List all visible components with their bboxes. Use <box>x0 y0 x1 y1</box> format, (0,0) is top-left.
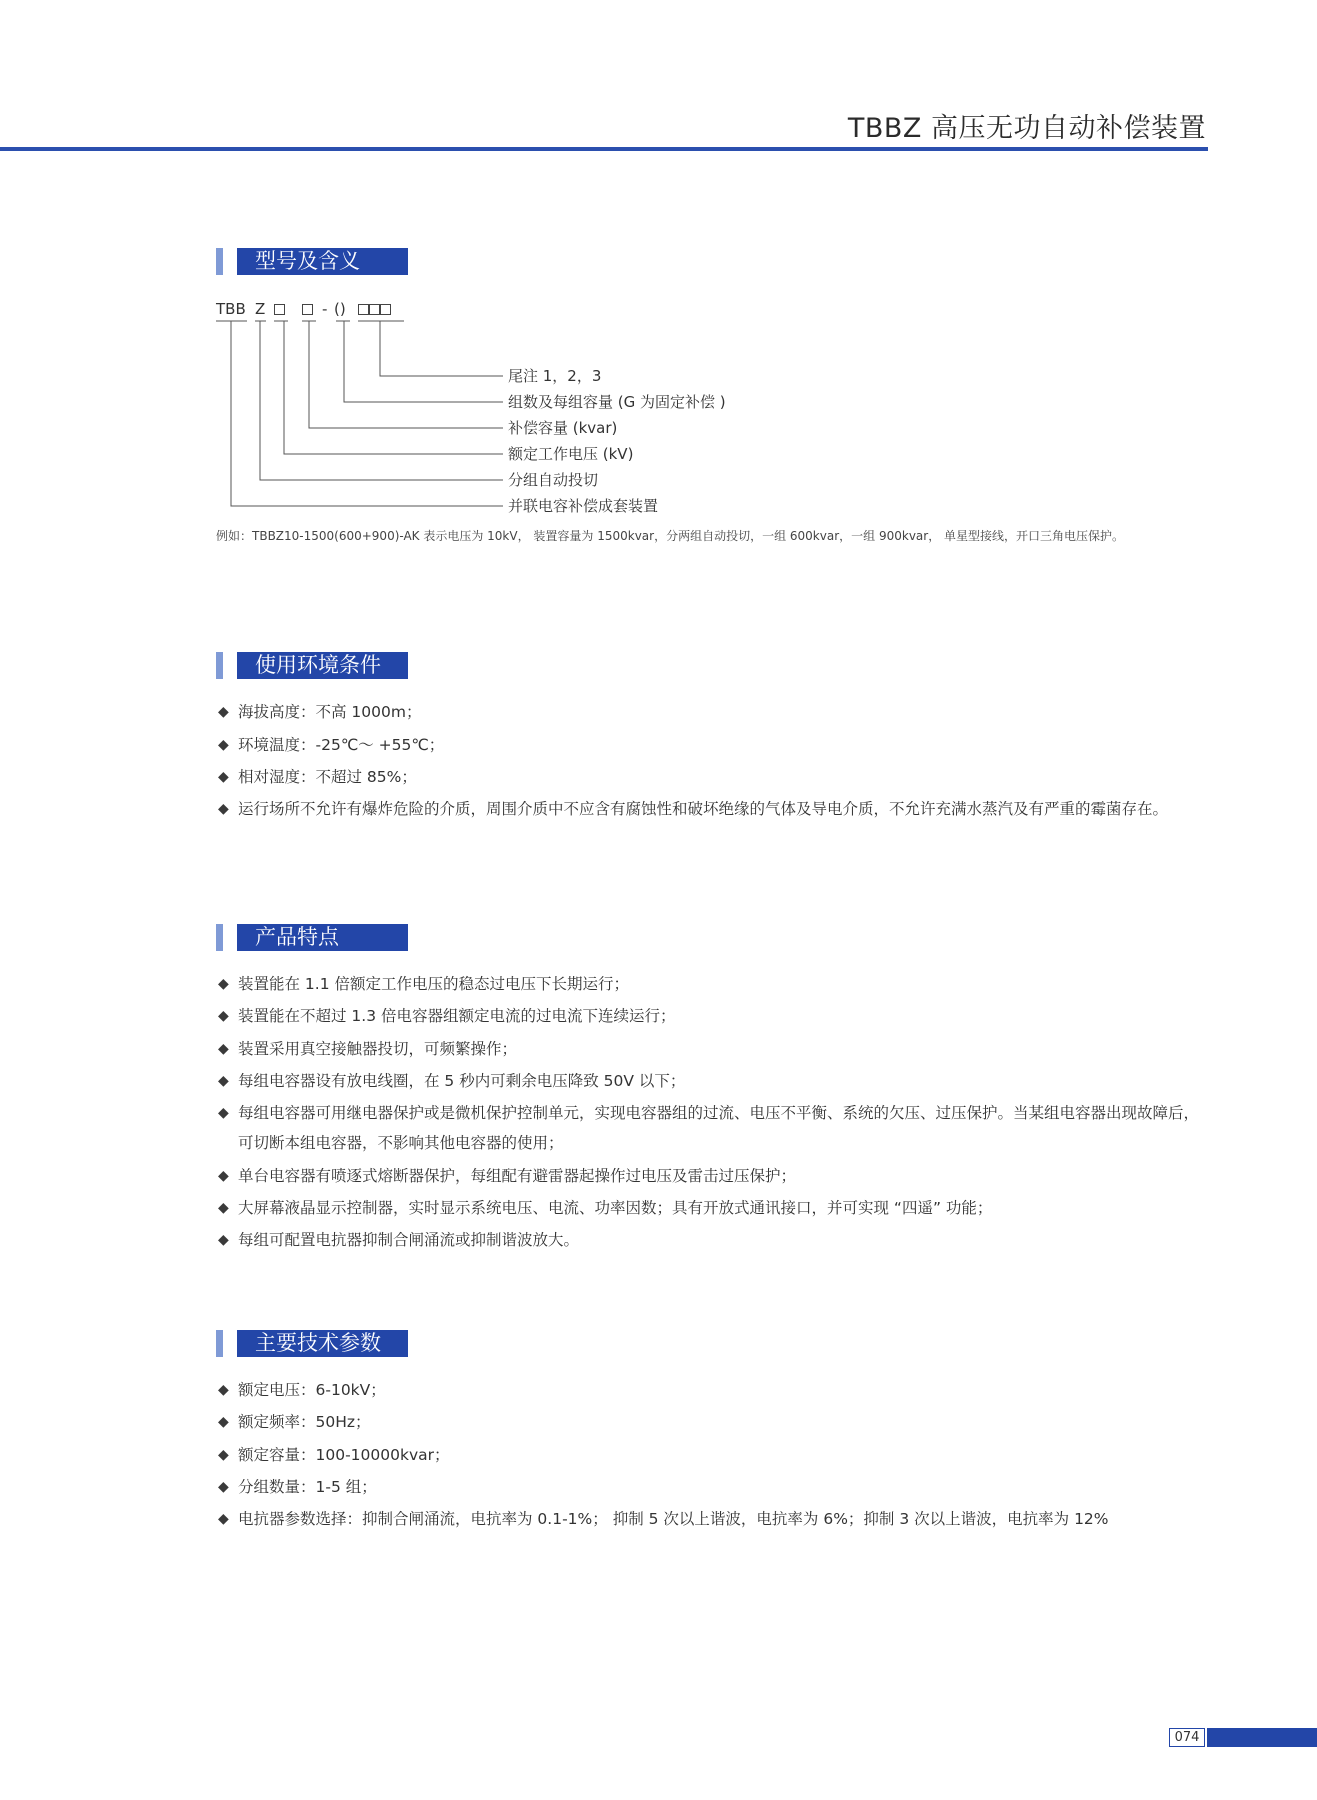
heading-tick <box>216 1330 223 1357</box>
note-capacity: 补偿容量 (kvar) <box>508 419 618 437</box>
code-prefix: TBB <box>216 300 246 318</box>
bullet-diamond: ◆ <box>218 737 229 753</box>
page-number: 074 <box>1169 1728 1205 1747</box>
leader-line-auto <box>260 321 503 480</box>
section-heading-environment <box>216 652 408 679</box>
code-leader-lines <box>0 0 1317 560</box>
document-title: TBBZ 高压无功自动补偿装置 <box>847 113 1206 144</box>
heading-tick <box>216 924 223 951</box>
bullet-diamond: ◆ <box>218 1511 229 1527</box>
bullet-diamond: ◆ <box>218 1382 229 1398</box>
heading-label: 使用环境条件 <box>255 653 381 677</box>
leader-line-groups <box>344 321 503 402</box>
section-heading-params <box>216 1330 408 1357</box>
bullet-diamond: ◆ <box>218 1447 229 1463</box>
note-voltage: 额定工作电压 (kV) <box>508 445 634 463</box>
heading-tick <box>216 652 223 679</box>
leader-line-voltage <box>284 321 503 454</box>
section-heading-features <box>216 924 408 951</box>
heading-label: 型号及含义 <box>255 249 360 273</box>
bullet-diamond: ◆ <box>218 1105 229 1121</box>
bullet-diamond: ◆ <box>218 1200 229 1216</box>
bullet-diamond: ◆ <box>218 801 229 817</box>
bullet-diamond: ◆ <box>218 1479 229 1495</box>
leader-line-parallel <box>231 321 503 506</box>
bullet-diamond: ◆ <box>218 1041 229 1057</box>
bullet-diamond: ◆ <box>218 1232 229 1248</box>
code-dash: - <box>322 300 328 318</box>
bullet-diamond: ◆ <box>218 1008 229 1024</box>
bullet-diamond: ◆ <box>218 976 229 992</box>
bullet-diamond: ◆ <box>218 1168 229 1184</box>
note-suffix: 尾注 1，2，3 <box>508 367 602 385</box>
leader-line-suffix <box>380 321 503 376</box>
bullet-diamond: ◆ <box>218 704 229 720</box>
note-auto-switch: 分组自动投切 <box>508 471 599 489</box>
model-example: 例如：TBBZ10-1500(600+900)-AK 表示电压为 10kV， 装置容量为 1500kvar，分两组自动投切，一组 600kvar，一组 900kvar， 单星型接线，开口三角电压保护。 <box>216 529 1125 543</box>
code-paren: () <box>334 300 346 318</box>
leader-line-capacity <box>309 321 503 428</box>
footer-bar <box>1207 1728 1317 1747</box>
bullet-diamond: ◆ <box>218 1414 229 1430</box>
bullet-diamond: ◆ <box>218 1073 229 1089</box>
heading-label: 产品特点 <box>255 925 339 949</box>
heading-label: 主要技术参数 <box>255 1331 381 1355</box>
code-z: Z <box>255 300 266 318</box>
note-parallel: 并联电容补偿成套装置 <box>508 497 659 515</box>
bullet-diamond: ◆ <box>218 769 229 785</box>
note-groups: 组数及每组容量 (G 为固定补偿 ) <box>508 393 726 411</box>
